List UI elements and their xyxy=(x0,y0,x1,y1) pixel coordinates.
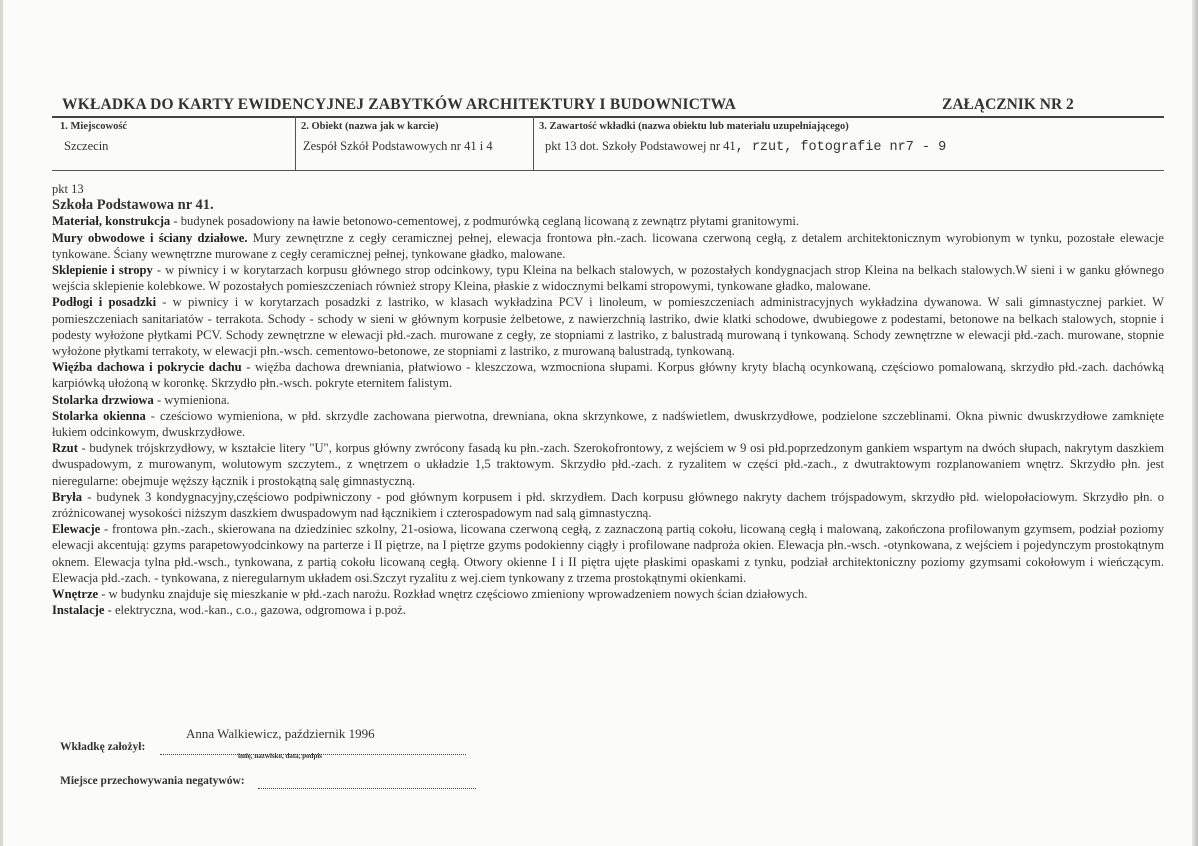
section-paragraph xyxy=(52,392,1164,408)
description-body xyxy=(52,181,1164,618)
form-title: WKŁADKA DO KARTY EWIDENCYJNEJ ZABYTKÓW ARCHITEKTURY I BUDOWNICTWA xyxy=(62,96,737,113)
object-label: 2. Obiekt (nazwa jak w karcie) xyxy=(301,121,439,132)
section-paragraph xyxy=(52,521,1164,586)
section-heading: Elewacje xyxy=(52,522,101,537)
section-text: - wymieniona. xyxy=(153,392,230,407)
page-edge-right xyxy=(1192,0,1198,846)
cell-divider xyxy=(533,116,534,170)
section-heading: Mury obwodowe i ściany działowe. xyxy=(52,230,248,245)
section-paragraph xyxy=(52,602,1164,618)
section-text: - frontowa płn.-zach., skierowana na dziedziniec szkolny, 21-osiowa, licowana czerwoną cegłą, z zaznaczoną partią cokołu, licowaną cegłą i malowaną, zakończona profilowanym gzymsem, podział poziomy elewacji akcentują: gzyms parapetowyodcinkowy na parterze i II piętrze, na I piętrze gzyms podokienny ciągły i profilowane nadproża okien. Elewacja płn.-wsch. -otynkowana, z wejściem i pojedynczym prostokątnym oknem. Elewacja tylna płd.-wsch., tynkowana, z partią cokołu licowaną cegłą. Otwory okienne I i II piętra ujęte płaskimi opaskami z tynku, podział architektoniczny poziomy gzymsami cokołowym i wieńczącym. Elewacja płd.-zach. - tynkowana, z nieregularnym układem osi.Szczyt ryzalitu z wej.ciem tynkowany z trzema prostokątnymi okienkami. xyxy=(52,522,1164,585)
section-text: - budynek 3 kondygnacyjny,częściowo podpiwniczony - pod głównym korpusem i płd. skrzydłem. Dach korpusu głównego nakryty dachem trójspadowym, skrzydło płd. wielopołaciowym. Skrzydło płn. o zróżnicowanej wysokości niższym daszkiem dwuspadowym nad łącznikiem i czterospadowym nad salą gimnastyczną. xyxy=(52,489,1164,521)
contents-value xyxy=(545,139,946,155)
contents-value-text: pkt 13 dot. Szkoły Podstawowej nr 41 xyxy=(545,139,736,153)
section-heading: Wnętrze xyxy=(52,587,99,602)
contents-label: 3. Zawartość wkładki (nazwa obiektu lub materiału uzupełniającego) xyxy=(539,121,849,132)
section-heading: Materiał, konstrukcja xyxy=(52,214,171,229)
negatives-label: Miejsce przechowywania negatywów: xyxy=(60,775,245,787)
section-paragraph xyxy=(52,359,1164,391)
author-label: Wkładkę założył: xyxy=(60,741,146,753)
section-heading: Stolarka okienna xyxy=(52,408,146,423)
section-text: - elektryczna, wod.-kan., c.o., gazowa, odgromowa i p.poż. xyxy=(104,603,406,618)
section-heading: Instalacje xyxy=(52,603,105,618)
section-text: - cześciowo wymieniona, w płd. skrzydle zachowana pierwotna, drewniana, okna skrzynkowe, z nadświetlem, dwuskrzydłowe, podzielone szczeblinami. Okna piwnic dwuskrzydłowe zamknięte łukiem odcinkowym, dwuskrzydłowe. xyxy=(52,408,1164,440)
section-heading: Stolarka drzwiowa xyxy=(52,392,154,407)
section-text: Mury zewnętrzne z cegły ceramicznej pełnej, elewacja frontowa płn.-zach. licowana czerwoną cegłą, z detalem architektonicznym wyrobionym w tynku, pozostałe elewacje tynkowane. Ściany wewnętrzne murowane z cegły ceramicznej pełnej, tynkowane gładko, malowane. xyxy=(52,230,1164,261)
negatives-dotted-line xyxy=(258,788,476,789)
locality-label: 1. Miejscowość xyxy=(60,121,128,132)
section-heading: Podłogi i posadzki xyxy=(52,295,157,310)
annex-number: ZAŁĄCZNIK NR 2 xyxy=(942,96,1074,113)
section-text: - w budynku znajduje się mieszkanie w płd.-zach narożu. Rozkład wnętrz częściowo zmieniony wprowadzeniem nowych ścian działowych. xyxy=(98,587,808,602)
school-name: Szkoła Podstawowa nr 41. xyxy=(52,197,214,214)
point-number: pkt 13 xyxy=(52,182,84,196)
section-paragraph xyxy=(52,489,1164,521)
author-value: Anna Walkiewicz, październik 1996 xyxy=(186,726,375,741)
section-paragraph xyxy=(52,440,1164,489)
locality-value: Szczecin xyxy=(64,139,109,153)
section-heading: Więźba dachowa i pokrycie dachu xyxy=(52,360,242,375)
contents-typed-addition: , rzut, fotografie nr7 - 9 xyxy=(735,140,947,155)
section-paragraph xyxy=(52,230,1164,262)
section-paragraph xyxy=(52,294,1164,359)
section-paragraph xyxy=(52,586,1164,602)
section-heading: Bryła xyxy=(52,489,83,504)
section-heading: Sklepienie i stropy xyxy=(52,263,153,278)
section-paragraph xyxy=(52,262,1164,294)
cells-bottom-rule xyxy=(52,170,1164,171)
section-paragraph xyxy=(52,213,1164,229)
object-value: Zespół Szkół Podstawowych nr 41 i 4 xyxy=(303,139,493,153)
section-heading: Rzut xyxy=(52,441,78,456)
sections-list xyxy=(52,213,1164,618)
author-caption: imię, nazwisko, data, podpis xyxy=(238,752,323,760)
section-text: - w piwnicy i w korytarzach posadzki z lastriko, w klasach wykładzina PCV i linoleum, w pomieszczeniach administracyjnych wykładzina dywanowa. W sali gimnastycznej parkiet. W pomieszczeniach sanitariatów - terrakota. Schody - schody w sieni w głównym korpusie żelbetowe, z nawierzchnią lastriko, dwie klatki schodowe, dwubiegowe z podestami, betonowe na belkach stalowych, stopnie i podesty wyłożone płytkami PCV. Schody zewnętrzne w elewacji płd.-zach. murowane z cegły, ze stopniami z lastriko, z balustradą murowaną i tynkowaną. Schody zewnętrzne w elewacji płd.-zach. murowane, stopnie wyłożone płytkami terrakoty, w elewacji płn.-wsch. cementowo-betonowe, ze stopniami z lastriko, z murowaną balustradą, tynkowaną. xyxy=(52,295,1165,359)
header-rule xyxy=(52,116,1164,118)
section-text: - w piwnicy i w korytarzach korpusu głównego strop odcinkowy, typu Kleina na belkach stalowych, w pozostałych kondygnacjach strop Kleina na belkach stalowych.W sieni i w ganku głównego wejścia sklepienie kolebkowe. W pozostałych pomieszczeniach również stropy Kleina, płaskie z widocznymi belkami stropowymi, tynkowane gładko, malowane. xyxy=(52,263,1164,294)
page-edge-left xyxy=(0,0,3,846)
cell-divider xyxy=(295,116,296,170)
section-paragraph xyxy=(52,408,1164,440)
section-text: - budynek trójskrzydłowy, w kształcie litery "U", korpus główny zwrócony fasadą ku płn.-zach. Szerokofrontowy, z wejściem w 9 osi płd.poprzedzonym gankiem wspartym na dwóch słupach, nakrytym daszkiem dwuspadowym, z murowanym, wolutowym szczytem., z wnętrzem o układzie 1,5 traktowym. Skrzydło płd.-zach. z ryzalitem w części płd.-zach., z dwutraktowym rozplanowaniem wnętrz. Skrzydło płn. jest nieregularne: obejmuje węższy łącznik i prostokątną salę gimnastyczną. xyxy=(52,441,1164,488)
section-text: - budynek posadowiony na ławie betonowo-cementowej, z podmurówką ceglaną licowaną z zewnątrz płytami granitowymi. xyxy=(170,214,800,229)
section-text: - więźba dachowa drewniania, płatwiowo - kleszczowa, wzmocniona słupami. Korpus główny kryty blachą ocynkowaną, częściowo pomalowaną, skrzydło płd.-zach. dachówką karpiówką ułożoną w koronkę. Skrzydło płn.-wsch. pokryte eternitem falistym. xyxy=(52,360,1164,391)
